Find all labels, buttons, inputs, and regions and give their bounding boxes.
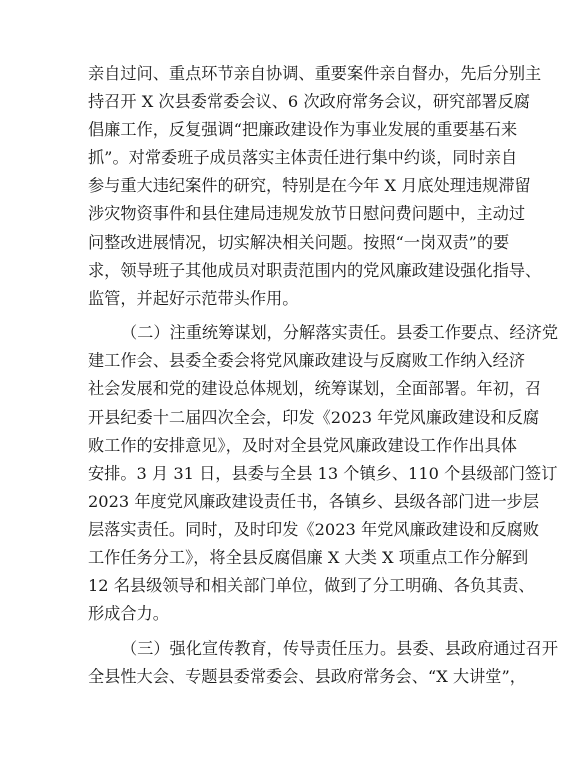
paragraph-responsibility-leadership xyxy=(88,60,542,313)
text-line: 工作任务分工》，将全县反腐倡廉 X 大类 X 项重点工作分解到 xyxy=(88,547,529,567)
text-line: 监管，并起好示范带头作用。 xyxy=(88,288,299,308)
text-line: 建工作会、县委全委会将党风廉政建设与反腐败工作纳入经济 xyxy=(88,351,526,371)
text-line: 12 名县级领导和相关部门单位，做到了分工明确、各负其责、 xyxy=(88,576,535,596)
paragraph-planning-section xyxy=(88,319,559,628)
text-line: 败工作的安排意见》，及时对全县党风廉政建设工作作出具体 xyxy=(88,435,517,455)
text-line: 参与重大违纪案件的研究，特别是在今年 X 月底处理违规滞留 xyxy=(88,176,531,196)
text-line: 亲自过问、重点环节亲自协调、重要案件亲自督办，先后分别主 xyxy=(88,64,542,83)
text-line: 抓”。对常委班子成员落实主体责任进行集中约谈，同时亲自 xyxy=(88,148,518,168)
text-line: 全县性大会、专题县委常委会、县政府常务会、“X 大讲堂”， xyxy=(88,666,526,686)
text-line: 涉灾物资事件和县住建局违规发放节日慰问费问题中，主动过 xyxy=(88,204,526,224)
section-heading-line: （二）注重统筹谋划，分解落实责任。县委工作要点、经济党 xyxy=(121,323,559,343)
paragraph-education-section xyxy=(88,635,559,691)
text-line: 社会发展和党的建设总体规划，统筹谋划，全面部署。年初，召 xyxy=(88,379,542,399)
text-line: 安排。3 月 31 日，县委与全县 13 个镇乡、110 个县级部门签订 xyxy=(88,463,558,483)
text-line: 层落实责任。同时，及时印发《2023 年党风廉政建设和反腐败 xyxy=(88,519,540,539)
text-line: 开县纪委十二届四次全会，印发《2023 年党风廉政建设和反腐 xyxy=(88,407,540,427)
text-line: 持召开 X 次县委常委会议、6 次政府常务会议，研究部署反腐 xyxy=(88,92,530,112)
text-line: 倡廉工作，反复强调“把廉政建设作为事业发展的重要基石来 xyxy=(88,120,518,140)
section-heading-line: （三）强化宣传教育，传导责任压力。县委、县政府通过召开 xyxy=(121,638,559,658)
document-body xyxy=(88,60,559,697)
text-line: 求，领导班子其他成员对职责范围内的党风廉政建设强化指导、 xyxy=(88,260,542,280)
text-line: 2023 年度党风廉政建设责任书，各镇乡、县级各部门进一步层 xyxy=(88,491,540,511)
text-line: 形成合力。 xyxy=(88,604,169,624)
text-line: 问整改进展情况，切实解决相关问题。按照“一岗双责”的要 xyxy=(88,232,510,252)
